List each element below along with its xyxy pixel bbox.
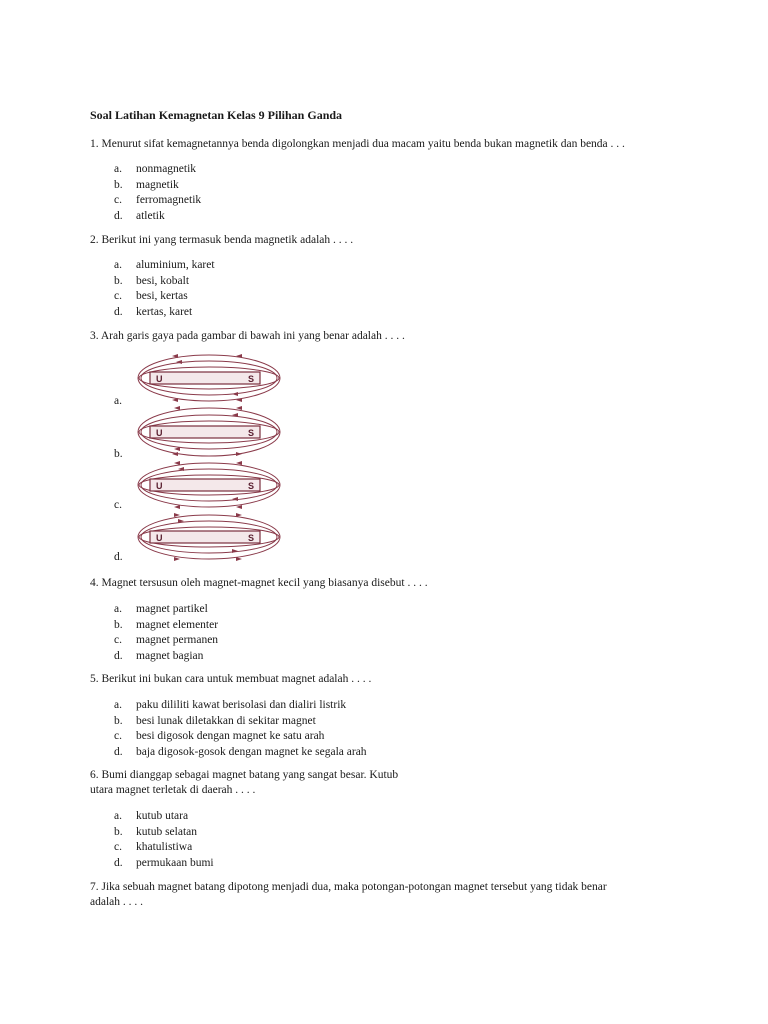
option-text: kutub selatan [136, 825, 197, 838]
option-letter: a. [114, 810, 122, 822]
option-letter: b. [114, 825, 123, 838]
question-4-options [114, 602, 218, 664]
option-text: kutub utara [136, 810, 189, 822]
option-text: permukaan bumi [136, 856, 214, 869]
magnet-north-label: U [156, 428, 163, 438]
magnet-south-label: S [248, 428, 255, 438]
option-row [114, 274, 215, 290]
option-letter: d. [114, 209, 123, 222]
option-letter: c. [114, 194, 122, 206]
question-2-options [114, 258, 215, 320]
option-letter: a. [114, 163, 122, 175]
option-letter: c. [114, 634, 122, 646]
question-6-line-1: 6. Bumi dianggap sebagai magnet batang yang sangat besar. Kutub [90, 769, 399, 781]
option-letter: d. [114, 856, 123, 869]
option-letter: b. [114, 274, 123, 287]
option-text: magnet bagian [136, 649, 204, 662]
option-text: magnet partikel [136, 603, 208, 615]
option-letter: b. [114, 448, 123, 460]
question-6-text [90, 768, 690, 798]
option-row [114, 698, 367, 714]
option-letter: d. [114, 745, 123, 758]
option-text: magnet elementer [136, 618, 219, 631]
bar-magnet-figure-a [136, 352, 286, 404]
question-7-line-1: 7. Jika sebuah magnet batang dipotong menjadi dua, maka potongan-potongan magnet tersebut yang tidak benar [90, 881, 607, 893]
option-letter: d. [114, 305, 123, 318]
option-row [114, 856, 214, 872]
option-row [114, 745, 367, 761]
option-text: baja digosok-gosok dengan magnet ke segala arah [136, 745, 367, 758]
magnet-north-label: U [156, 481, 163, 491]
option-text: nonmagnetik [136, 163, 197, 175]
option-text: paku dililiti kawat berisolasi dan dialiri listrik [136, 699, 347, 711]
option-text: magnetik [136, 178, 179, 191]
magnet-south-label: S [248, 374, 255, 384]
option-row [114, 825, 214, 841]
question-1-text: 1. Menurut sifat kemagnetannya benda digolongkan menjadi dua macam yaitu benda bukan magnetik dan benda . . . [90, 138, 625, 150]
magnet-south-label: S [248, 481, 255, 491]
document-title: Soal Latihan Kemagnetan Kelas 9 Pilihan Ganda [90, 108, 343, 122]
option-text: besi, kertas [136, 290, 188, 302]
question-6-options [114, 809, 214, 871]
option-letter: d. [114, 551, 123, 563]
option-row [114, 305, 215, 321]
option-letter: c. [114, 730, 122, 742]
option-letter: b. [114, 714, 123, 727]
option-row [114, 209, 201, 225]
option-text: atletik [136, 209, 165, 222]
option-text: ferromagnetik [136, 194, 202, 206]
magnet-north-label: U [156, 374, 163, 384]
option-letter: a. [114, 603, 122, 615]
option-letter: c. [114, 499, 122, 511]
option-row [114, 162, 201, 178]
option-row [114, 618, 218, 634]
question-1-options [114, 162, 201, 224]
option-row [114, 649, 218, 665]
option-row [114, 193, 201, 209]
option-text: besi, kobalt [136, 274, 190, 287]
option-letter: b. [114, 618, 123, 631]
bar-magnet-figure-b [136, 405, 286, 459]
option-row [114, 729, 367, 745]
option-row [114, 714, 367, 730]
option-letter: a. [114, 395, 122, 407]
option-row [114, 258, 215, 274]
option-row [114, 178, 201, 194]
option-text: aluminium, karet [136, 259, 215, 271]
option-text: kertas, karet [136, 305, 193, 318]
option-letter: c. [114, 290, 122, 302]
option-row [114, 633, 218, 649]
option-letter: a. [114, 259, 122, 271]
option-text: besi digosok dengan magnet ke satu arah [136, 730, 325, 742]
option-text: magnet permanen [136, 634, 219, 646]
option-text: khatulistiwa [136, 841, 193, 853]
option-text: besi lunak diletakkan di sekitar magnet [136, 714, 316, 727]
question-4-text: 4. Magnet tersusun oleh magnet-magnet kecil yang biasanya disebut . . . . [90, 577, 428, 589]
question-3-text: 3. Arah garis gaya pada gambar di bawah ini yang benar adalah . . . . [90, 330, 405, 342]
option-letter: c. [114, 841, 122, 853]
question-7-line-2: adalah . . . . [90, 895, 144, 908]
question-6-line-2: utara magnet terletak di daerah . . . . [90, 783, 256, 796]
bar-magnet-figure-d [136, 512, 286, 562]
magnet-south-label: S [248, 533, 255, 543]
question-2-text: 2. Berikut ini yang termasuk benda magnetik adalah . . . . [90, 234, 354, 246]
option-letter: a. [114, 699, 122, 711]
magnet-north-label: U [156, 533, 163, 543]
question-5-text: 5. Berikut ini bukan cara untuk membuat magnet adalah . . . . [90, 673, 372, 685]
question-7-text [90, 880, 710, 910]
option-row [114, 840, 214, 856]
bar-magnet-figure-c [136, 460, 286, 510]
option-letter: d. [114, 649, 123, 662]
option-row [114, 289, 215, 305]
option-row [114, 809, 214, 825]
option-row [114, 602, 218, 618]
option-letter: b. [114, 178, 123, 191]
question-5-options [114, 698, 367, 760]
